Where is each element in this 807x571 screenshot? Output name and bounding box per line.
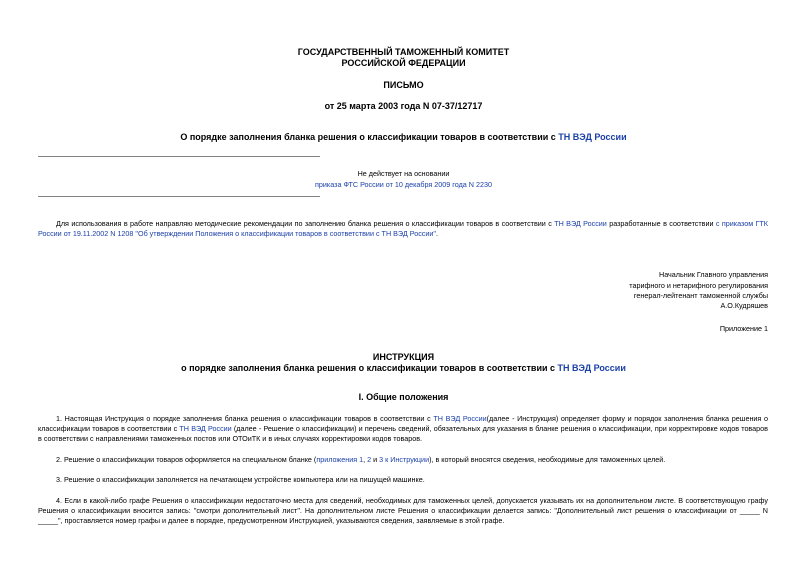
- intro-text-1: Для использования в работе направляю методические рекомендации по заполнению бланка решения о классификации товаров в соответствии с: [56, 219, 555, 228]
- signature-line-1: Начальник Главного управления: [659, 270, 768, 279]
- agency-line-2: РОССИЙСКОЙ ФЕДЕРАЦИИ: [341, 58, 466, 68]
- order-1208-link[interactable]: с приказом ГТК России от 19.11.2002 N 1208 "Об утверждении Положения о классификации товаров в соответствии с ТН ВЭД России": [38, 219, 768, 238]
- appendix-1-link[interactable]: приложения 1: [316, 455, 364, 464]
- p1-text-1: 1. Настоящая Инструкция о порядке заполнения бланка решения о классификации товаров в соответствии с: [56, 414, 434, 423]
- instruction-title: ИНСТРУКЦИЯ: [372, 352, 435, 362]
- appendix-3-link[interactable]: 3 к Инструкции: [379, 455, 430, 464]
- p1-tn-ved-link-2[interactable]: ТН ВЭД России: [179, 424, 232, 433]
- appendix-2-link[interactable]: 2: [367, 455, 372, 464]
- paragraph-2: [38, 455, 768, 465]
- divider-bottom: [38, 196, 320, 197]
- doc-subject: [0, 132, 807, 143]
- instruction-subtitle: [0, 363, 807, 374]
- instruction-tn-ved-link[interactable]: ТН ВЭД России: [557, 363, 626, 373]
- p1-tn-ved-link-1[interactable]: ТН ВЭД России: [433, 414, 487, 423]
- doc-subject-text: О порядке заполнения бланка решения о классификации товаров в соответствии с: [180, 132, 559, 142]
- paragraph-1: [38, 414, 768, 444]
- intro-paragraph: [38, 219, 768, 239]
- p2-text-3: и: [371, 455, 380, 464]
- signature-line-2: тарифного и нетарифного регулирования: [629, 281, 768, 290]
- p2-text-1: 2. Решение о классификации товаров оформляется на специальном бланке (: [56, 455, 317, 464]
- appendix-label: Приложение 1: [719, 324, 768, 333]
- status-link-line: [0, 180, 807, 190]
- instruction-subtitle-text: о порядке заполнения бланка решения о классификации товаров в соответствии с: [181, 363, 558, 373]
- divider-top: [38, 156, 320, 157]
- intro-tn-ved-link[interactable]: ТН ВЭД России: [554, 219, 607, 228]
- intro-text-3: .: [435, 229, 438, 238]
- p1-text-2: (далее - Инструкция) определяет форму и порядок заполнения бланка решения о классификации товаров в соответствии с: [38, 414, 769, 433]
- paragraph-3: 3. Решение о классификации заполняется на печатающем устройстве компьютера или на пишущей машинке.: [56, 475, 425, 484]
- doc-type: ПИСЬМО: [383, 80, 424, 90]
- paragraph-4: 4. Если в какой-либо графе Решения о классификации недостаточно места для сведений, необходимых для таможенных целей, допускается указывать их на дополнительном листе. В соответствующую графу Решения о классификации вносится запись: "смотри дополнительный лист". На дополнительном листе Решения о классификации делается запись: "Дополнительный лист решения о классификации от _____ N _____", проставляется номер графы и далее в порядке, предусмотренном Инструкцией, указываются сведения, заявляемые в этой графе.: [38, 496, 768, 525]
- signature-name: А.О.Кудряшев: [720, 301, 768, 310]
- status-note: Не действует на основании: [357, 169, 450, 178]
- section-1-heading: I. Общие положения: [358, 392, 449, 402]
- p2-text-4: ), в который вносятся сведения, необходимые для таможенных целей.: [429, 455, 666, 464]
- p2-text-2: ,: [363, 455, 368, 464]
- intro-text-2: разработанные в соответствии: [606, 219, 716, 228]
- tn-ved-link[interactable]: ТН ВЭД России: [558, 132, 627, 142]
- agency-line-1: ГОСУДАРСТВЕННЫЙ ТАМОЖЕННЫЙ КОМИТЕТ: [297, 47, 510, 57]
- signature-line-3: генерал-лейтенант таможенной службы: [633, 291, 768, 300]
- p1-text-3: (далее - Решение о классификации) и перечень сведений, обязательных для указания в бланке решения о классификации, при корректировке кодов товаров в соответствии с направлениями таможенных постов или ОТОиТК и в иных случаях корректировки кодов товаров.: [38, 424, 768, 443]
- doc-date-number: от 25 марта 2003 года N 07-37/12717: [324, 101, 483, 111]
- repeal-order-link[interactable]: приказа ФТС России от 10 декабря 2009 года N 2230: [315, 180, 492, 189]
